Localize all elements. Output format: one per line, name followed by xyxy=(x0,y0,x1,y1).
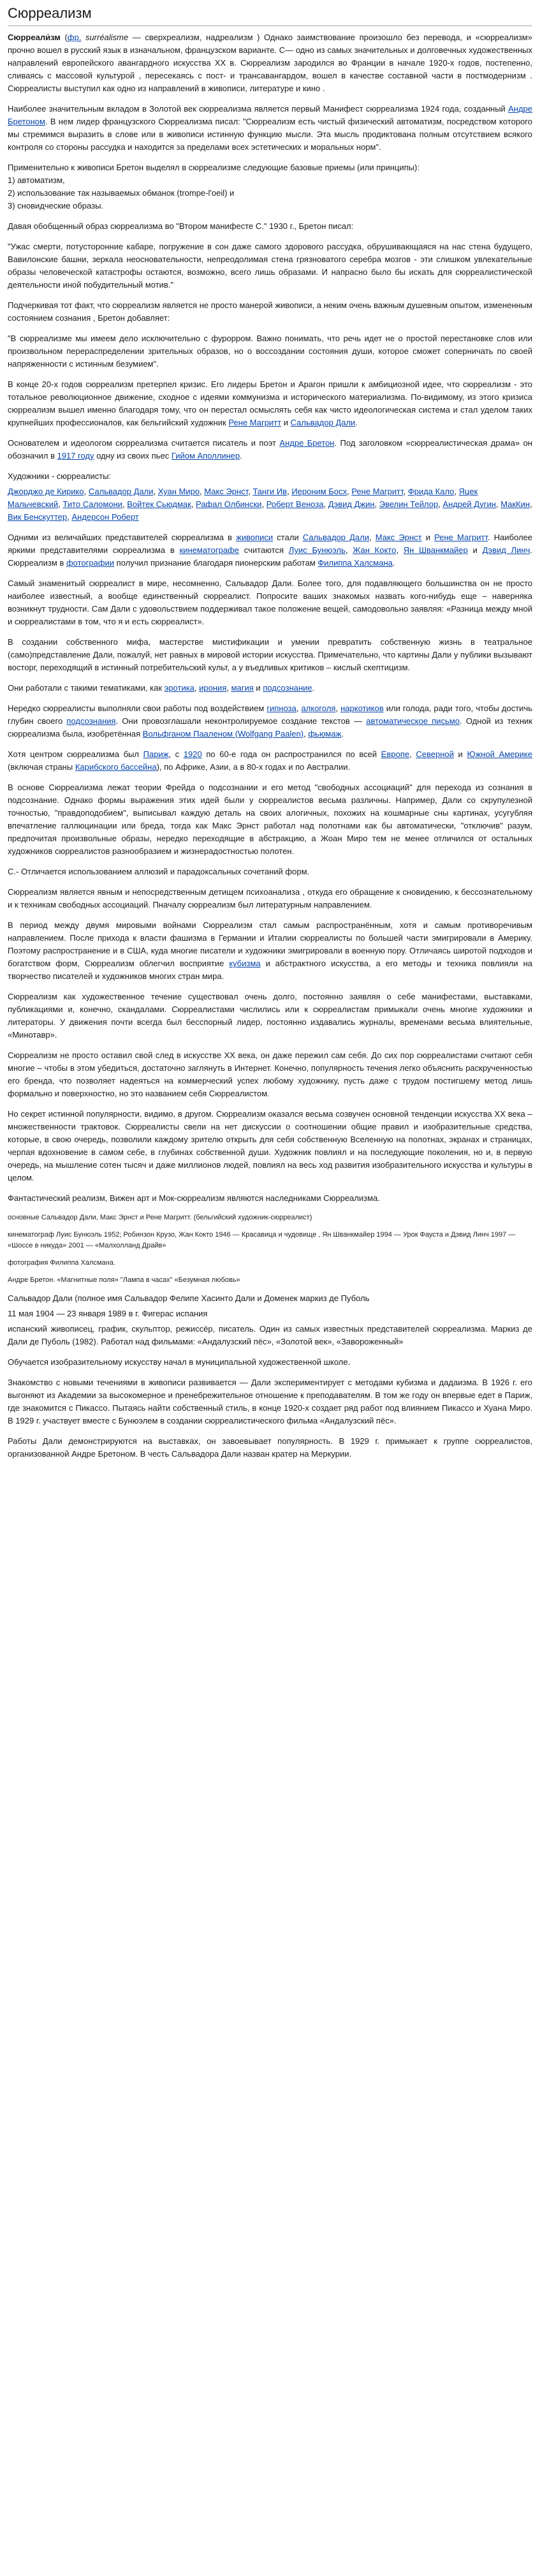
inline-link[interactable]: Карибского бассейна xyxy=(75,762,157,772)
inline-link[interactable]: Луис Бунюэль xyxy=(288,545,346,555)
artist-link[interactable]: Войтек Сьюдмак xyxy=(127,499,191,509)
inline-link[interactable]: алкоголя xyxy=(301,703,336,713)
principles-summary: Давая обобщенный образ сюрреализма во "Втором манифесте С." 1930 г., Бретон писал: xyxy=(8,221,354,231)
artists-list: Джорджо де Кирико, Сальвадор Дали, Хуан Миро, Макс Эрнст, Танги Ив, Иероним Босх, Рене Магритт, Фрида Кало, Яцек Мальчевский, Тито Саломони, Войтек Сьюдмак, Рафал Олбински, Роберт Венозa, Дэвид Джин, Эвелин Тейлор, Андрей Дугин, МакКин, Вик Бенскуттер, Андерсон Роберт xyxy=(8,487,532,522)
methods-paragraph xyxy=(8,702,532,740)
principles-list xyxy=(8,174,532,212)
principle-item: 2) использование так называемых обманок (trompe-l'oeil) и xyxy=(8,188,235,198)
artist-link[interactable]: Хуан Миро xyxy=(157,487,200,496)
inline-link[interactable]: фьюмаж xyxy=(308,729,342,739)
centers-paragraph xyxy=(8,748,532,774)
year-1917-link[interactable]: 1917 году xyxy=(57,451,94,460)
intro-text: — сверхреализм, надреализм ) Однако заимствование произошло без перевода, и «сюрреализм» прочно вошел в русский язык в изначальном, французском варианте. С— одно из самых значительных и долговечных художественных направлений европейского авангардного искусства XX в. Сюрреализм зародился во Франции в начале 1920-х годов, постепенно, сливаясь с массовой культурой , пересекаясь с пост- и трансавангардом, вошел в качестве составной части в постмодернизм . Сюрреалисты выступил как одно из направлений в живописи, литературе и кино . xyxy=(8,33,532,93)
principle-item: 1) автоматизм, xyxy=(8,175,65,185)
freud-paragraph: В основе Сюрреализма лежат теории Фрейда о подсознании и его метод "свободных ассоциаций" для перехода из сознания в подсознание. Однако формы выражения этих идей были у сюрреалистов весьма различны. Например, Дали со скрупулезной точностью, "правдоподобием", выписывал каждую деталь на своих алогичных, похожих на кошмарные сны картинах, усугубляя впечатление галлюцинации или бреда, тогда как Макс Эрнст работал над полотнами как бы автоматически, "отключив" разум, предпочитая произвольные образы, нередко переходящие в абстракцию, а Жоан Миро тем не менее отличился от остальных художников сюрреалистов разнообразием и жизнерадостностью полотен. xyxy=(8,783,532,856)
inline-link[interactable]: магия xyxy=(231,683,254,693)
inline-link[interactable]: Ян Шванкмайер xyxy=(403,545,468,555)
artist-link[interactable]: Тито Саломони xyxy=(62,499,123,509)
text-span: и xyxy=(253,683,263,693)
text-span: , с xyxy=(168,749,184,759)
artist-link[interactable]: Сальвадор Дали xyxy=(88,487,154,496)
founder-mid2: одну из своих пьес xyxy=(94,451,171,460)
manifest-quote: . В нем лидер французского Сюрреализма писал: "Сюрреализм есть чистый физический автоматизм, посредством которого мы стремимся выразить в слове или в живописи истинную функцию мысли. Эта мысль продиктована полным отсутствием всякого контроля со стороны рассудка и находится за пределами всех эстетических и моральных норм". xyxy=(8,117,532,152)
inline-link[interactable]: кинематографе xyxy=(179,545,239,555)
period-paragraph xyxy=(8,919,532,983)
quote-intro: Подчеркивая тот факт, что сюрреализм является не просто манерой живописи, а неким очень важным душевным опытом, измененным состоянием сознания , Бретон добавляет: xyxy=(8,300,532,323)
inline-link[interactable]: гипноза xyxy=(266,703,296,713)
small-note-3: фотография Филиппа Халсмана. xyxy=(8,1259,115,1267)
page-title: Сюрреализм xyxy=(8,5,532,26)
text-span: , xyxy=(396,545,404,555)
inline-link[interactable]: Париж xyxy=(143,749,169,759)
text-span: . Одной из техник сюрреализма была, изобретённая xyxy=(8,716,532,739)
text-span: Нередко сюрреалисты выполняли свои работы под воздействием xyxy=(8,703,267,713)
movement-paragraph: Сюрреализм как художественное течение существовал очень долго, постоянно заявляя о себе манифестами, выставками, публикациями и, конечно, скандалами. Сюрреалистами числились или к сюрреалистам примыкали очень многие художники и литераторы. У движения почти всегда был бесспорный лидер, постоянно издавались журналы, временами весьма влиятельные, «Минотавр». xyxy=(8,992,532,1040)
lang-word: surréalisme xyxy=(85,33,129,42)
inline-link[interactable]: Северной xyxy=(416,749,454,759)
artists-heading: Художники - сюрреалисты: xyxy=(8,471,112,481)
inline-link[interactable]: эротика xyxy=(164,683,194,693)
breton-link-2[interactable]: Андре Бретон xyxy=(279,438,335,448)
principles-lead: Применительно к живописи Бретон выделял в сюрреализме следующие базовые приемы (или принципы): xyxy=(8,163,420,172)
text-span: . Они провозглашали неконтролируемое создание текстов — xyxy=(115,716,367,726)
text-span: , xyxy=(194,683,200,693)
inline-link[interactable]: подсознания xyxy=(66,716,116,726)
text-span: . xyxy=(341,729,344,739)
text-span: , xyxy=(345,545,353,555)
conj: и xyxy=(281,418,291,427)
differs-paragraph: С.- Отличается использованием аллюзий и парадоксальных сочетаний форм. xyxy=(8,867,310,876)
text-span: (включая страны xyxy=(8,762,75,772)
small-note-4: Андре Бретон. «Магнитные поля» "Лампа в часах" «Безумная любовь» xyxy=(8,1276,240,1284)
artist-link[interactable]: Андерсон Роберт xyxy=(71,512,139,522)
inline-link[interactable]: Сальвадор Дали xyxy=(302,533,369,542)
dali-paragraph: Самый знаменитый сюрреалист в мире, несомненно, Сальвадор Дали. Более того, для подавляющего большинства он не просто наиболее известный, а вообще единственный сюрреалист. Попросите ваших знакомых назвать кого-нибудь еще – наверняка возникнут трудности. Сам Дали с удовольствием поддерживал такое положение вещей, самодовольно заявляя: «Разница между мной и сюрреалистами в том, что я и есть сюрреалист». xyxy=(8,578,532,626)
text-span: . Наиболее яркими представителями сюрреализма в xyxy=(8,533,533,555)
inline-link[interactable]: фотографии xyxy=(66,558,115,568)
principle-item: 3) сновидческие образы. xyxy=(8,201,104,210)
fantastic-paragraph: Фантастический реализм, Вижен арт и Мок-сюрреализм являются наследниками Сюрреализма. xyxy=(8,1193,380,1203)
quote-1: "Ужас смерти, потусторонние кабаре, погружение в сон даже самого здорового рассудка, обрушивающаяся на нас стена будущего, Вавилонские башни, зеркала неосновательности, непреодолимая стена грязноватого серебра мозгов - эти слишком увлекательные образы человеческой катастрофы остаются, возможно, всего лишь образами. И напрасно было бы искать для сюрреалистической деятельности иной побудительный мотив." xyxy=(8,242,532,290)
dali-dates: 11 мая 1904 — 23 января 1989 в г. Фигерас испания xyxy=(8,1309,208,1318)
founder-paragraph xyxy=(8,437,532,462)
inline-link[interactable]: 1920 xyxy=(183,749,202,759)
lang-link[interactable]: фр. xyxy=(67,33,82,42)
art-paragraph: Сюрреализм не просто оставил свой след в искусстве XX века, он даже пережил сам себя. До сих пор сюрреалистами считают себя многие – чтобы в этом убедиться, достаточно заглянуть в Интернет. Конечно, популярность течения легко объяснить раскрученностью его бренда, что позволяет надеяться на коммерческий успех любому художнику, пусть даже с трудом постигшему метод лишь формально и поверхностно, но это названием себя Сюрреалистом. xyxy=(8,1050,532,1098)
text-span: и xyxy=(453,749,467,759)
inline-link[interactable]: Европе xyxy=(381,749,410,759)
manifest-text: Наиболее значительным вкладом в Золотой век сюрреализма является первый Манифест сюрреализма 1924 года, созданный xyxy=(8,104,509,114)
period: . xyxy=(240,451,242,460)
text-span: . xyxy=(312,683,315,693)
artist-link[interactable]: Танги Ив xyxy=(252,487,288,496)
inline-link[interactable]: подсознание xyxy=(263,683,312,693)
dali-works: Работы Дали демонстрируются на выставках, он завоевывает популярность. В 1929 г. примыкает к группе сюрреалистов, организованной Андре Бретоном. В честь Сальвадора Дали назван кратер на Меркурии. xyxy=(8,1436,532,1459)
artist-link[interactable]: Роберт Венозa xyxy=(266,499,324,509)
artist-link[interactable]: Вик Бенскуттер xyxy=(8,512,68,522)
manifest-paragraph xyxy=(8,103,532,154)
inline-link[interactable]: Дэвид Линч xyxy=(482,545,530,555)
text-span: и xyxy=(467,545,483,555)
text-span: Хотя центром сюрреализма был xyxy=(8,749,143,759)
inline-link[interactable]: Вольфганом Пааленом (Wolfgang Paalen) xyxy=(142,729,304,739)
inline-link[interactable]: Рене Магритт xyxy=(434,533,488,542)
text-span: , xyxy=(296,703,302,713)
text-span: стали xyxy=(273,533,303,542)
term: Сюрреали́зм xyxy=(8,33,61,42)
text-span: и xyxy=(421,533,435,542)
text-span: получил признание благодаря пионерским работам xyxy=(114,558,318,568)
inline-link[interactable]: кубизма xyxy=(229,959,261,968)
text-span: , xyxy=(226,683,231,693)
artist-link[interactable]: Фрида Кало xyxy=(407,487,455,496)
dali-name: Сальвадор Дали (полное имя Сальвадор Фелипе Хасинто Дали и Доменек маркиз де Пуболь xyxy=(8,1293,370,1303)
artist-link[interactable]: Андрей Дугин xyxy=(442,499,496,509)
text-span: или голода, ради того, чтобы достичь глубин своего xyxy=(8,703,532,726)
intro-paragraph: Сюрреали́зм (фр. surréalisme — сверхреализм, надреализм ) Однако заимствование произошло без перевода, и «сюрреализм» прочно вошел в русский язык в изначальном, французском варианте. С— одно из самых значительных и долговечных художественных направлений европейского авангардного искусства XX в. Сюрреализм зародился во Франции в начале 1920-х годов, постепенно, сливаясь с массовой культурой , пересекаясь с пост- и трансавангардом, вошел в качестве составной части в постмодернизм . Сюрреалисты выступил как одно из направлений в живописи, литературе и кино . xyxy=(8,33,532,93)
text-span: , xyxy=(303,729,309,739)
artist-link[interactable]: Иероним Босх xyxy=(291,487,347,496)
dali-bio: Знакомство с новыми течениями в живописи развивается — Дали экспериментирует с методами кубизма и дадаизма. В 1926 г. его выгоняют из Академии за высокомерное и пренебрежительное отношение к преподавателям. В том же году он впервые едет в Париж, где знакомится с Пикассо. Пытаясь найти собственный стиль, в конце 1920-х создает ряд работ под влиянием Пикассо и Хуана Миро. В 1929 г. участвует вместе с Бунюэлем в создании сюрреалистического фильма «Андалузский пёс». xyxy=(8,1378,532,1425)
apollinaire-link[interactable]: Гийом Аполлинер xyxy=(171,451,240,460)
inline-link[interactable]: Жан Кокто xyxy=(353,545,397,555)
inline-link[interactable]: Филиппа Халсмана xyxy=(317,558,393,568)
creativity-paragraph: В создании собственного мифа, мастерстве мистификации и умении превратить собственную жизнь в театральное (само)представление Дали, пожалуй, нет равных в мировой истории искусства. Примечательно, что картины Дали у публики вызывают восторг, переходящий в истинный потребительский культ, а у въедливых критиков – кислый скептицизм. xyxy=(8,637,532,672)
inline-link[interactable]: живописи xyxy=(236,533,274,542)
artist-link[interactable]: Эвелин Тейлор xyxy=(379,499,439,509)
text-span: , xyxy=(335,703,341,713)
quote-2: "В сюрреализме мы имеем дело исключительно с фурорром. Важно понимать, что речь идет не о простой перестановке слов или произвольном перераспределении зрительных образов, но о воссоздании состояния души, которое сможет соперничать по своей напряженности с истинным безумием". xyxy=(8,334,532,369)
artist-link[interactable]: Дэвид Джин xyxy=(328,499,375,509)
text-span: и абстрактного искусства, а его методы и техника повлияли на творчество писателей и художников многих стран мира. xyxy=(8,959,532,981)
text-span: по 60-е года он распространился по всей xyxy=(201,749,381,759)
artist-link[interactable]: Макс Эрнст xyxy=(204,487,249,496)
text-span: , xyxy=(409,749,416,759)
artist-link[interactable]: Рафал Олбински xyxy=(196,499,262,509)
founder-text: Основателем и идеологом сюрреализма считается писатель и поэт xyxy=(8,438,280,448)
inline-link[interactable]: наркотиков xyxy=(340,703,384,713)
text-span: . Сюрреализм в xyxy=(8,545,532,568)
breton-link[interactable]: Андре Бретоном xyxy=(8,104,532,126)
inline-link[interactable]: Макс Эрнст xyxy=(375,533,422,542)
dali-link[interactable]: Сальвадор Дали xyxy=(290,418,356,427)
inline-link[interactable]: ирония xyxy=(199,683,227,693)
text-span: В период между двумя мировыми войнами Сюрреализм стал самым распространённым, хотя и самым противоречивым направлением. После прихода к власти фашизма в Германии и Италии сюрреалисты по большей части эмигрировали в Америку. Поэтому распространение и в США, куда многие писатели и художники эмигрировали в военную пору. Отличаясь широтой подходов и богатством форм, Сюрреализм облегчил восприятие xyxy=(8,920,532,968)
text-span: считаются xyxy=(238,545,289,555)
artist-link[interactable]: Яцек Мальчевский xyxy=(8,487,478,509)
themes-paragraph xyxy=(8,682,532,695)
dali-study: Обучается изобразительному искусству начал в муниципальной художественной школе. xyxy=(8,1357,351,1367)
artist-link[interactable]: Рене Магритт xyxy=(351,487,404,496)
secret-paragraph: Но секрет истинной популярности, видимо, в другом. Сюрреализм оказался весьма созвучен основной тенденции искусства XX века – множественности трактовок. Сюрреалисты свели на нет дискуссии о соотношении общие правил и изобразительные средства, которые, в свою очередь, позволили каждому зрителю открыть для себя собственную Вселенную на полотнах, экранах и страницах, черпая вдохновение в самом себе, в глубинах собственной души. Художник повлиял и на последующие поколения, но и, в первую очередь, на мышление сотен тысяч и даже миллионов людей, повлиял на весь ход развития изобразительного искусства и культуры в целом. xyxy=(8,1109,532,1182)
dali-info: испанский живописец, график, скульптор, режиссёр, писатель. Один из самых известных представителей сюрреализма. Маркиз де Дали де Пуболь (1982). Работал над фильмами: «Андалузский пёс», «Золотой век», «Завороженный» xyxy=(8,1324,532,1346)
artist-link[interactable]: Джорджо де Кирико xyxy=(8,487,84,496)
text-span: Они работали с такими тематиками, как xyxy=(8,683,164,693)
text-span: , xyxy=(369,533,376,542)
text-span: . xyxy=(392,558,395,568)
small-note-1: основные Сальвадор Дали, Макс Эрнст и Рене Магритт. (бельгийский художник-сюрреалист) xyxy=(8,1214,312,1221)
founder-mid: . Под заголовком «сюрреалистическая драма» он обозначил в xyxy=(8,438,532,460)
artist-link[interactable]: МакКин xyxy=(500,499,530,509)
inline-link[interactable]: автоматическое письмо xyxy=(366,716,460,726)
small-note-2: кинематограф Луис Бунюэль 1952; Робинзон Крузо, Жан Кокто 1946 — Красавица и чудовище , Ян Шванкмайер 1994 — Урок Фауста и Дэвид Линч 1997 — «Шоссе в никуда» 2001 — «Малхолланд Драйв» xyxy=(8,1231,516,1249)
magritte-link[interactable]: Рене Магритт xyxy=(228,418,282,427)
crisis-paragraph xyxy=(8,378,532,429)
inline-link[interactable]: Южной Америке xyxy=(467,749,532,759)
crisis-text: В конце 20-х годов сюрреализм претерпел кризис. Его лидеры Бретон и Арагон пришли к амбициозной идее, что сюрреализм - это тотальное революционное движение, сходное с идеями коммунизма и исторического материализма. По-видимому, из этого кризиса сюрреализм вышел именно благодаря тому, что он перестал осмыслять себя как чисто идеологическая система и стал уделом таких крупнейших профессионалов, как бельгийский художник xyxy=(8,379,532,427)
child-paragraph: Сюрреализм является явным и непосредственным детищем психоанализа , откуда его обращение к сновидению, к бессознательному и к техникам свободных ассоциаций. Пначалу сюрреализм был литературным направлением. xyxy=(8,887,532,909)
period: . xyxy=(355,418,358,427)
famous-paragraph xyxy=(8,531,532,570)
text-span: Одними из величайших представителей сюрреализма в xyxy=(8,533,237,542)
text-span: ), по Африке, Азии, а в 80-х годах и по Австралии. xyxy=(156,762,351,772)
